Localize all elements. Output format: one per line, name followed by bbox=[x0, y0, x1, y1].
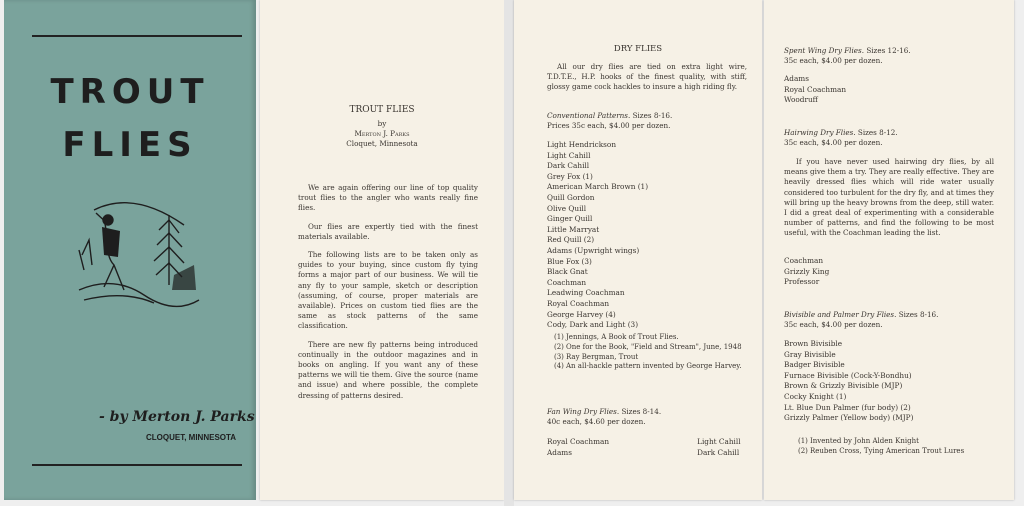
note-number: (4) bbox=[554, 362, 564, 371]
intro-paragraph: We are again offering our line of top quality trout flies to the angler who wants really fine flies. bbox=[298, 183, 478, 213]
fan-sizes: Sizes 8-14. bbox=[621, 407, 662, 416]
intro-author: Merton J. Parks bbox=[354, 129, 410, 139]
list-item: Adams bbox=[547, 447, 572, 457]
intro-heading: TROUT FLIES bbox=[349, 105, 415, 115]
note-text: Ray Bergman, Trout bbox=[566, 352, 639, 361]
cover-top-rule bbox=[32, 35, 242, 37]
list-item: Ginger Quill bbox=[547, 214, 593, 224]
list-item: Light Cahill bbox=[547, 150, 591, 160]
list-item: Adams bbox=[784, 74, 809, 83]
note-number: (1) bbox=[554, 333, 564, 341]
dry-heading: DRY FLIES bbox=[613, 44, 663, 54]
intro-paragraph: The following lists are to be taken only as guides to your buying, since custom fly tying forms a major part of our business. We will tie any fly to your sample, sketch or description (assuming, of course, proper materials are available). Prices on custom tied flies are the same as stock patterns of the same classification. bbox=[298, 250, 478, 331]
list-item: Royal Coachman bbox=[547, 298, 610, 308]
hair-list bbox=[784, 256, 994, 288]
page-fold bbox=[504, 0, 514, 506]
note-item bbox=[554, 333, 744, 343]
intro-paragraph: There are new fly patterns being introduced continually in the outdoor magazines and in books on angling. If you want any of these patterns we will tie them. Give the source (name and issue) and where possible, the complete dressing of patterns desired. bbox=[298, 339, 478, 400]
note-text: An all-hackle pattern invented by George Harvey. bbox=[566, 362, 742, 371]
note-number: (3) bbox=[554, 352, 564, 361]
intro-page bbox=[260, 0, 504, 500]
list-item: Lt. Blue Dun Palmer (fur body) (2) bbox=[784, 402, 911, 412]
list-item: Little Marryat bbox=[547, 224, 600, 234]
list-item: Leadwing Coachman bbox=[547, 288, 625, 298]
intro-by: by bbox=[377, 119, 387, 128]
bivisible-list bbox=[784, 339, 994, 424]
conventional-title: Conventional Patterns. bbox=[547, 111, 631, 120]
cover-title-line2: FLIES bbox=[62, 125, 198, 165]
right-page bbox=[764, 0, 1014, 500]
footnotes bbox=[798, 437, 998, 457]
fan-price: 40c each, $4.60 per dozen. bbox=[547, 417, 646, 427]
conventional-notes bbox=[554, 333, 744, 372]
fan-left-list bbox=[547, 437, 609, 458]
bivisible-price: 35c each, $4.00 per dozen. bbox=[784, 320, 883, 330]
list-item: Cocky Knight (1) bbox=[784, 391, 847, 401]
note-item bbox=[554, 362, 744, 372]
list-item: Light Hendrickson bbox=[547, 140, 617, 149]
list-item: Cody, Dark and Light (3) bbox=[547, 320, 639, 330]
list-item: Red Quill (2) bbox=[547, 235, 595, 245]
list-item: Light Cahill bbox=[697, 437, 741, 446]
list-item: Grey Fox (1) bbox=[547, 171, 593, 181]
note-text: Reuben Cross, Tying American Trout Lures bbox=[810, 446, 965, 455]
bivisible-title: Bivisible and Palmer Dry Flies. bbox=[784, 310, 897, 319]
list-item: Dark Cahill bbox=[697, 447, 740, 457]
cover-bottom-rule bbox=[32, 464, 242, 466]
list-item: George Harvey (4) bbox=[547, 309, 616, 319]
list-item: Grizzly King bbox=[784, 266, 830, 276]
hair-title: Hairwing Dry Flies. bbox=[784, 128, 856, 137]
intro-place: Cloquet, Minnesota bbox=[346, 139, 418, 149]
hair-price: 35c each, $4.00 per dozen. bbox=[784, 138, 883, 148]
list-item: Professor bbox=[784, 277, 820, 287]
note-number: (2) bbox=[554, 342, 564, 351]
list-item: Royal Coachman bbox=[547, 437, 610, 446]
list-item: Badger Bivisible bbox=[784, 360, 845, 370]
list-item: Adams (Upwright wings) bbox=[547, 245, 640, 255]
conventional-list bbox=[547, 140, 747, 331]
note-text: Invented by John Alden Knight bbox=[810, 437, 919, 445]
note-text: Jennings, A Book of Trout Flies. bbox=[566, 333, 679, 341]
conventional-price: Prices 35c each, $4.00 per dozen. bbox=[547, 121, 671, 131]
fan-title: Fan Wing Dry Flies. bbox=[547, 407, 620, 416]
spent-price: 35c each, $4.00 per dozen. bbox=[784, 56, 883, 66]
list-item: Gray Bivisible bbox=[784, 349, 836, 359]
intro-paragraph: Our flies are expertly tied with the finest materials available. bbox=[298, 221, 478, 241]
dry-flies-page bbox=[514, 0, 762, 500]
note-item bbox=[798, 437, 998, 447]
note-number: (1) bbox=[798, 437, 808, 445]
list-item: Coachman bbox=[784, 256, 824, 265]
cover-panel bbox=[4, 0, 256, 500]
dry-intro: All our dry flies are tied on extra light wire, T.D.T.E., H.P. hooks of the finest quality, with stiff, glossy game cock hackles to insure a high riding fly. bbox=[547, 62, 747, 92]
spent-list bbox=[784, 74, 994, 106]
list-item: Dark Cahill bbox=[547, 161, 590, 171]
list-item: Olive Quill bbox=[547, 203, 587, 213]
list-item: Quill Gordon bbox=[547, 192, 595, 202]
cover-place: CLOQUET, MINNESOTA bbox=[146, 433, 237, 442]
list-item: American March Brown (1) bbox=[547, 182, 649, 192]
note-item bbox=[554, 343, 744, 353]
list-item: Woodruff bbox=[784, 95, 818, 105]
list-item: Royal Coachman bbox=[784, 84, 847, 94]
note-item bbox=[798, 447, 998, 457]
cover-author: - by Merton J. Parks bbox=[99, 409, 255, 425]
list-item: Black Gnat bbox=[547, 267, 588, 277]
hair-description: If you have never used hairwing dry flies, by all means give them a try. They are really effective. They are heavily dressed flies which will ride water usually considered too turbulent for the dry fly, and at times they will bring up the heavy browns from the deep, still water. I did a great deal of experimenting with a considerable number of patterns, and find the following to be most useful, with the Coachman leading the list. bbox=[784, 157, 994, 238]
note-text: One for the Book, "Field and Stream", June, 1948 bbox=[566, 342, 742, 351]
conventional-sizes: Sizes 8-16. bbox=[632, 111, 673, 120]
spent-sizes: Sizes 12-16. bbox=[866, 46, 911, 55]
fan-right-list bbox=[697, 437, 740, 458]
angler-illustration bbox=[74, 195, 204, 310]
note-item bbox=[554, 353, 744, 363]
bivisible-sizes: Sizes 8-16. bbox=[898, 310, 939, 319]
spent-title: Spent Wing Dry Flies. bbox=[784, 46, 865, 55]
list-item: Grizzly Palmer (Yellow body) (MJP) bbox=[784, 413, 914, 423]
list-item: Furnace Bivisible (Cock-Y-Bondhu) bbox=[784, 370, 912, 380]
list-item: Brown Bivisible bbox=[784, 339, 843, 348]
list-item: Coachman bbox=[547, 277, 587, 287]
list-item: Brown & Grizzly Bivisible (MJP) bbox=[784, 381, 903, 391]
hair-sizes: Sizes 8-12. bbox=[857, 128, 898, 137]
list-item: Blue Fox (3) bbox=[547, 256, 592, 266]
note-number: (2) bbox=[798, 446, 808, 455]
cover-title-line1: TROUT bbox=[50, 72, 210, 112]
